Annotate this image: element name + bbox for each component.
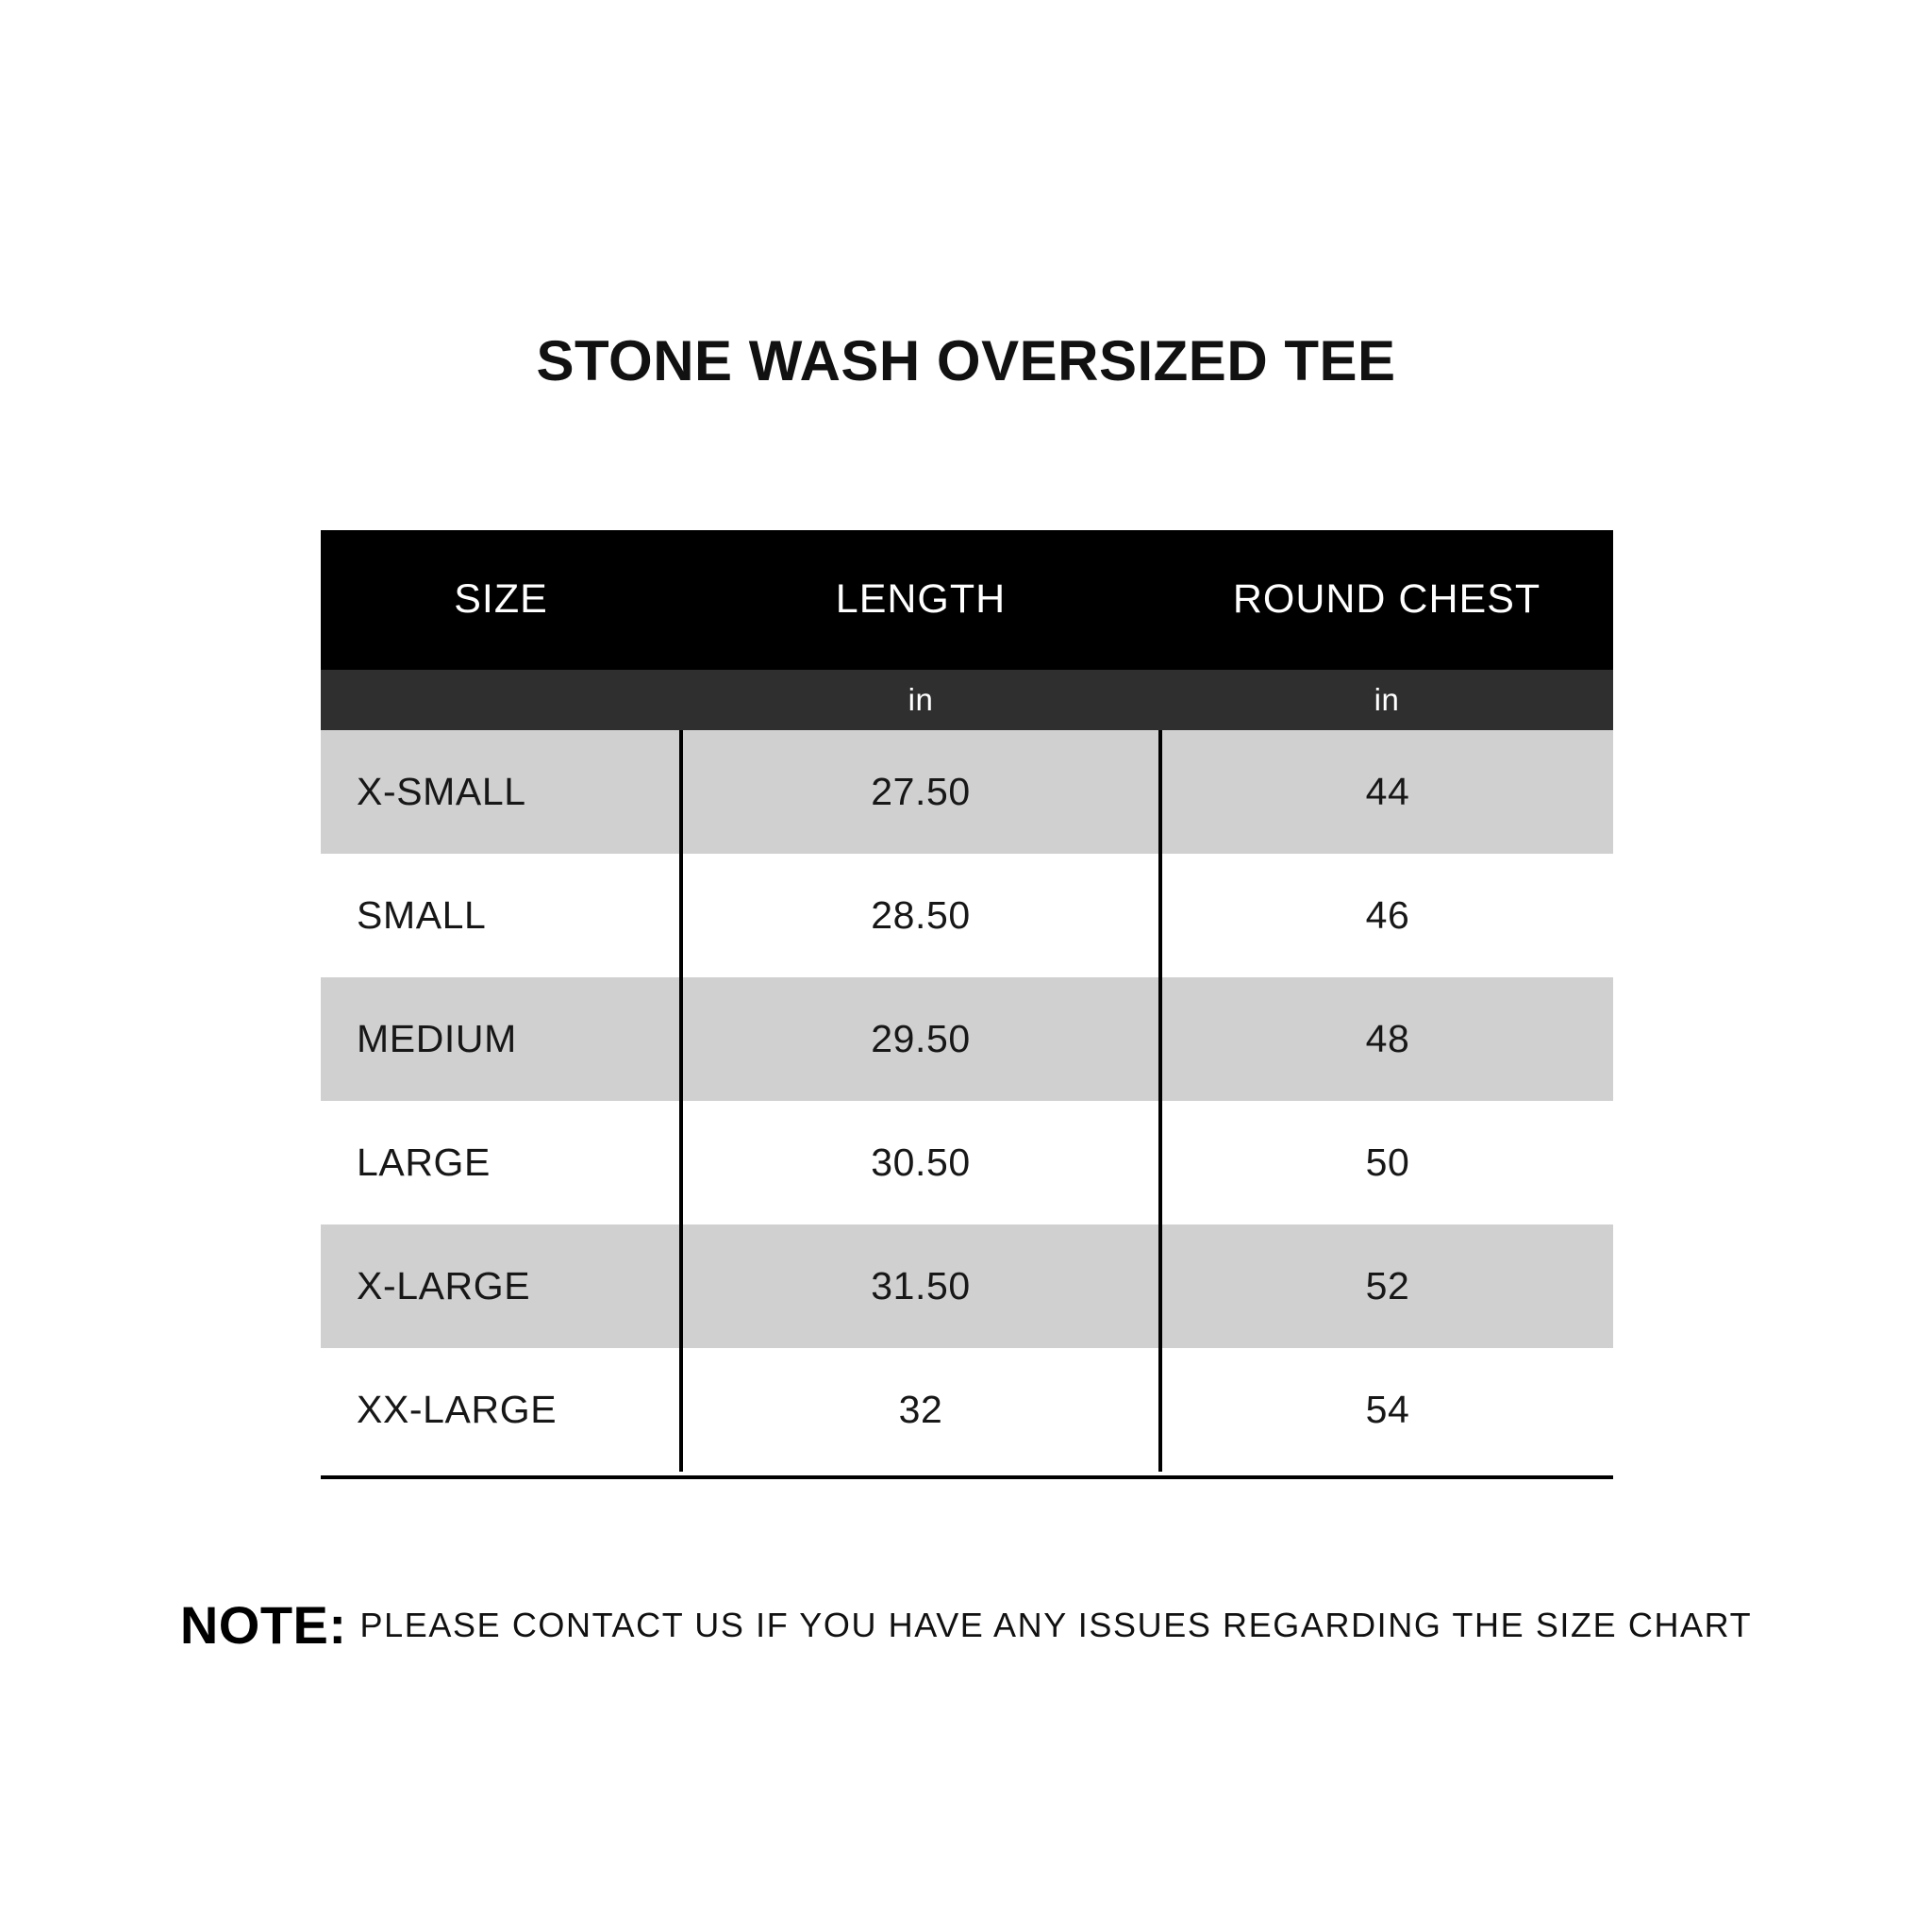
table-unit-row [321, 670, 1613, 730]
table-header-row [321, 530, 1613, 670]
size-chart-table-container [321, 530, 1613, 1472]
table-head [321, 530, 1613, 730]
note-text: PLEASE CONTACT US IF YOU HAVE ANY ISSUES REGARDING THE SIZE CHART [359, 1605, 1753, 1644]
column-header-size: SIZE [321, 530, 681, 670]
cell-length: 31.50 [681, 1224, 1160, 1348]
unit-cell-size [321, 670, 681, 730]
table-row [321, 1101, 1613, 1224]
cell-chest: 50 [1160, 1101, 1613, 1224]
table-body [321, 730, 1613, 1472]
table-row [321, 977, 1613, 1101]
cell-length: 30.50 [681, 1101, 1160, 1224]
table-bottom-divider [321, 1475, 1613, 1479]
note-label: NOTE: [179, 1595, 347, 1655]
cell-length: 32 [681, 1348, 1160, 1472]
cell-chest: 52 [1160, 1224, 1613, 1348]
size-chart-table [321, 530, 1613, 1472]
column-header-round-chest: ROUND CHEST [1160, 530, 1613, 670]
note-line [0, 1594, 1932, 1656]
cell-length: 27.50 [681, 730, 1160, 854]
cell-length: 28.50 [681, 854, 1160, 977]
cell-size: MEDIUM [321, 977, 681, 1101]
cell-size: X-SMALL [321, 730, 681, 854]
unit-cell-chest: in [1160, 670, 1613, 730]
cell-chest: 54 [1160, 1348, 1613, 1472]
unit-cell-length: in [681, 670, 1160, 730]
table-row [321, 1224, 1613, 1348]
cell-chest: 44 [1160, 730, 1613, 854]
cell-size: X-LARGE [321, 1224, 681, 1348]
table-row [321, 854, 1613, 977]
cell-chest: 46 [1160, 854, 1613, 977]
cell-size: XX-LARGE [321, 1348, 681, 1472]
cell-chest: 48 [1160, 977, 1613, 1101]
page-title: STONE WASH OVERSIZED TEE [536, 329, 1396, 392]
cell-length: 29.50 [681, 977, 1160, 1101]
cell-size: LARGE [321, 1101, 681, 1224]
column-header-length: LENGTH [681, 530, 1160, 670]
cell-size: SMALL [321, 854, 681, 977]
table-row [321, 1348, 1613, 1472]
table-row [321, 730, 1613, 854]
